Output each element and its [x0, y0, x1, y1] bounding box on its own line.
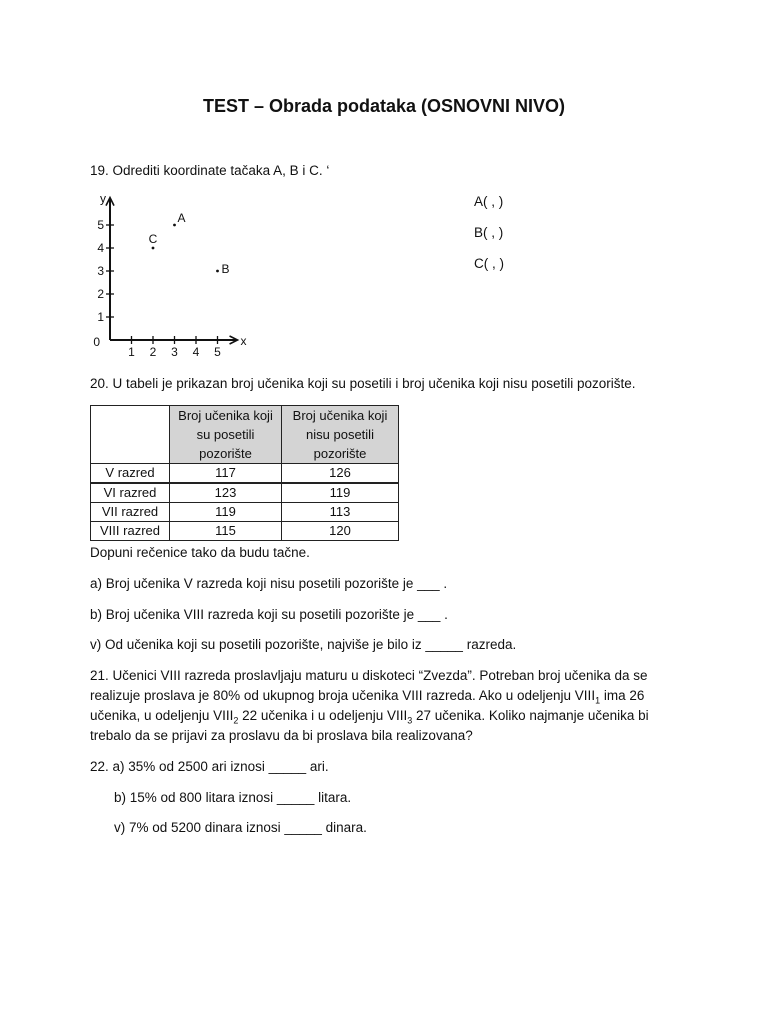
table-cell: 126: [282, 464, 399, 484]
answer-a: A( , ): [474, 194, 504, 209]
question-21-line4: trebalo da se prijavi za proslavu da bi proslava bila realizovana?: [90, 728, 473, 743]
table-cell: 113: [282, 503, 399, 522]
point-a: [173, 224, 176, 227]
question-22v: v) 7% od 5200 dinara iznosi _____ dinara.: [114, 820, 367, 835]
x-tick-label: 1: [128, 345, 135, 359]
table-cell: 117: [170, 464, 282, 484]
point-b: [216, 270, 219, 273]
page-title: TEST – Obrada podataka (OSNOVNI NIVO): [202, 96, 566, 116]
x-tick-label: 2: [149, 345, 157, 359]
instruction-text: Dopuni rečenice tako da budu tačne.: [90, 545, 310, 560]
question-21-line1: 21. Učenici VIII razreda proslavljaju maturu u diskoteci “Zvezda”. Potreban broj učenika da se: [90, 668, 648, 683]
question-21-line3: učenika, u odeljenju $VIII_2$ 22 učenika i u odeljenju $VIII_3$ 27 učenika. Koliko najmanje učenika bi: [90, 708, 649, 726]
origin-label: 0: [93, 335, 100, 349]
table-row: [91, 464, 399, 484]
table-cell: 120: [282, 522, 399, 541]
y-tick-label: 3: [97, 264, 104, 278]
x-tick-label: 5: [214, 345, 221, 359]
table-cell: 123: [170, 483, 282, 503]
table-cell: 119: [170, 503, 282, 522]
answer-c: C( , ): [474, 256, 504, 271]
point-label-c: C: [148, 232, 158, 246]
y-axis-label: y: [100, 192, 106, 206]
y-tick-label: 5: [97, 218, 104, 232]
question-20a: a) Broj učenika V razreda koji nisu posetili pozorište je ___ .: [90, 576, 448, 591]
answer-b: B( , ): [474, 225, 504, 240]
question-22a: 22. a) 35% od 2500 ari iznosi _____ ari.: [90, 759, 329, 774]
table-cell: VI razred: [91, 483, 170, 503]
table-row: [91, 522, 399, 541]
point-c: [152, 247, 155, 250]
table-header-empty: [91, 406, 170, 464]
question-20-text: 20. U tabeli je prikazan broj učenika koji su posetili i broj učenika koji nisu posetili pozorište.: [90, 376, 636, 391]
table-row: [91, 503, 399, 522]
table-cell: V razred: [91, 464, 170, 484]
question-19-text: 19. Odrediti koordinate tačaka A, B i C. ‘: [90, 163, 330, 178]
table-header-row: [91, 406, 399, 464]
x-tick-label: 3: [171, 345, 178, 359]
question-21-line2: realizuje proslava je 80% od ukupnog broja učenika VIII razreda. Ako u odeljenju $VIII_1$ ima 26: [90, 688, 645, 706]
coordinate-chart: [88, 192, 258, 362]
y-tick-label: 2: [97, 287, 104, 301]
table-cell: 119: [282, 483, 399, 503]
question-22b: b) 15% od 800 litara iznosi _____ litara.: [114, 790, 352, 805]
table-row: [91, 483, 399, 503]
question-20v: v) Od učenika koji su posetili pozorište, najviše je bilo iz _____ razreda.: [90, 637, 517, 652]
point-label-a: A: [177, 211, 186, 225]
question-20b: b) Broj učenika VIII razreda koji su posetili pozorište je ___ .: [90, 607, 448, 622]
table-cell: 115: [170, 522, 282, 541]
table-cell: VIII razred: [91, 522, 170, 541]
y-tick-label: 1: [97, 310, 104, 324]
point-label-b: B: [221, 262, 230, 276]
table-cell: VII razred: [91, 503, 170, 522]
x-axis-label: x: [240, 334, 247, 348]
x-tick-label: 4: [192, 345, 200, 359]
table-header-visited: Broj učenika koji su posetili pozorište: [170, 406, 282, 464]
y-tick-label: 4: [97, 241, 104, 255]
theater-table: [90, 405, 399, 541]
table-header-not-visited: Broj učenika koji nisu posetili pozorište: [282, 406, 399, 464]
